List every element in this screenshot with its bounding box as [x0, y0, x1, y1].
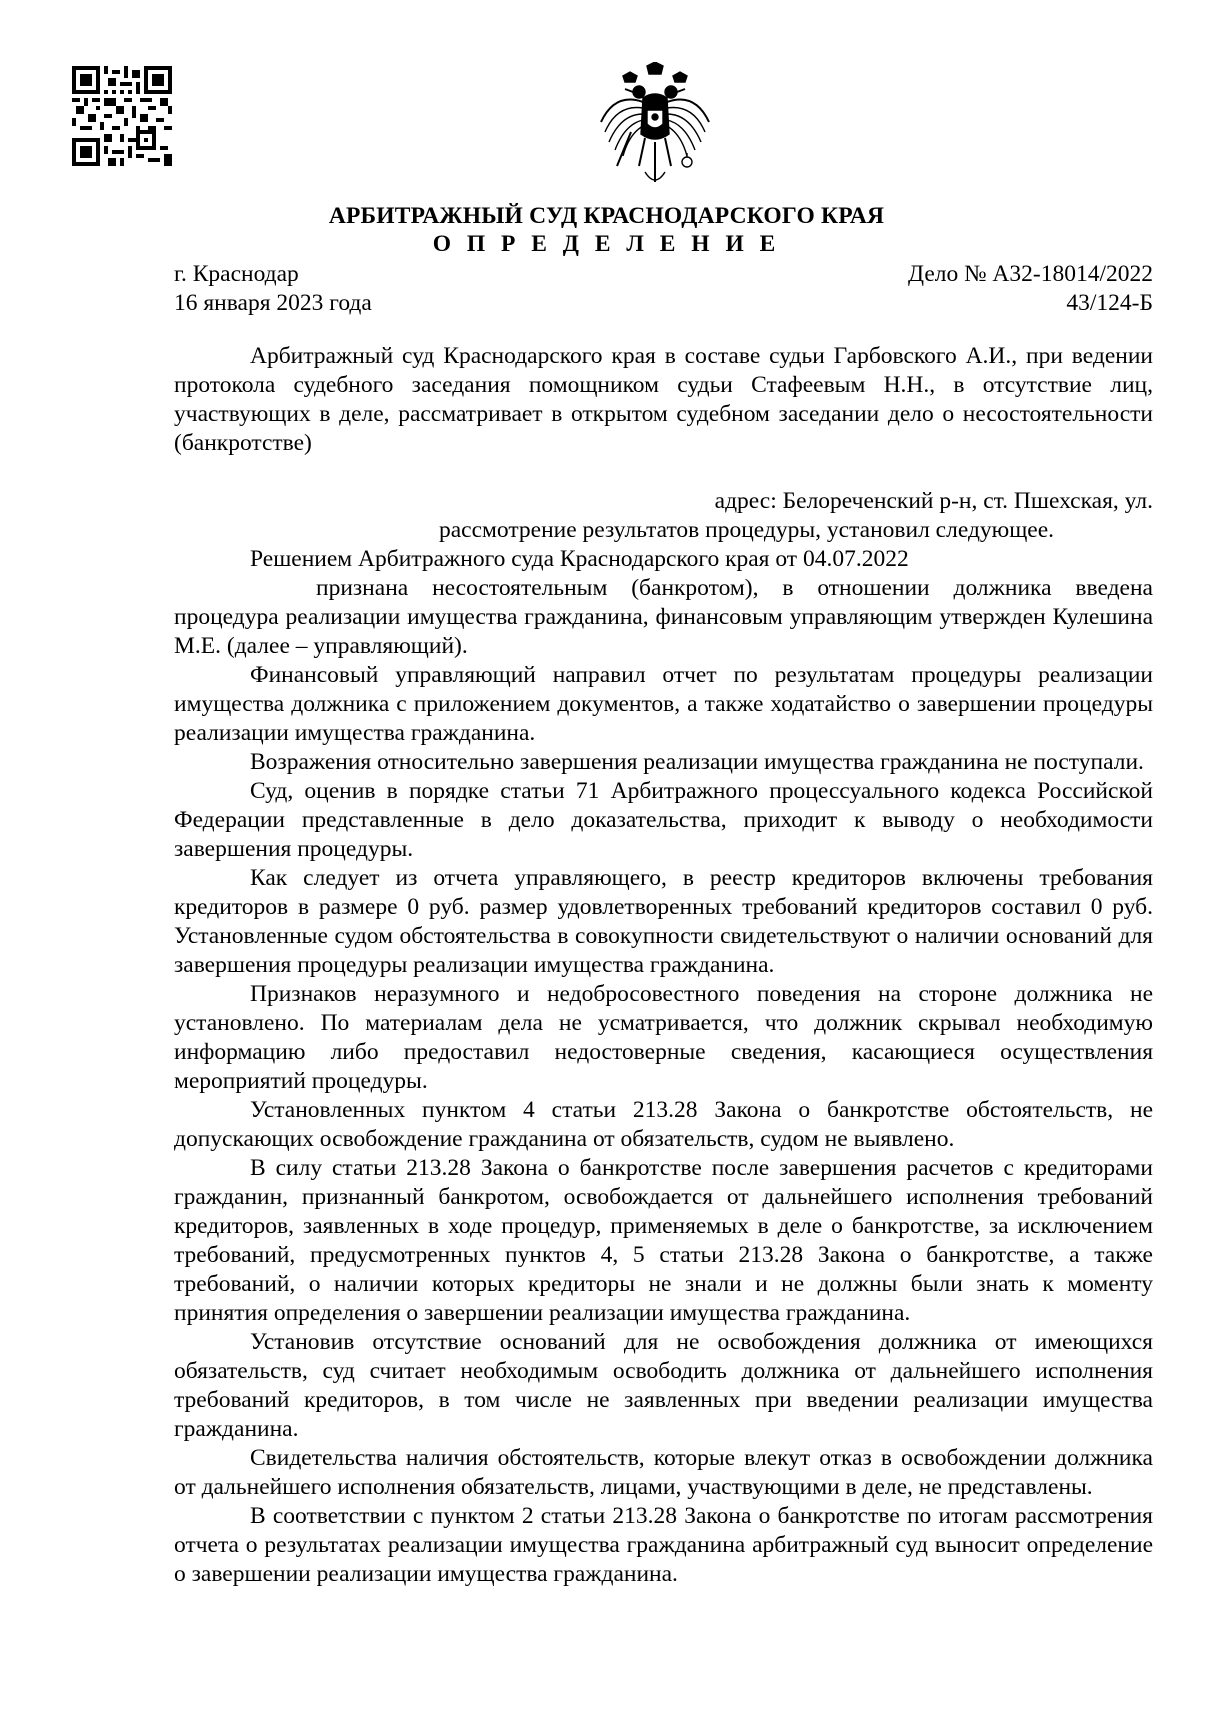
review-statement: рассмотрение результатов процедуры, установил следующее.	[439, 517, 1055, 543]
paragraph-release: В силу статьи 213.28 Закона о банкротстве после завершения расчетов с кредиторами гражданин, признанный банкротом, освобождается от дальнейшего исполнения требований кредиторов, заявленных в ходе процедур, применяемых в деле о банкротстве, за исключением требований, предусмотренных пунктов 4, 5 статьи 213.28 Закона о банкротстве, а также требований, о наличии которых кредиторы не знали и не должны были знать к моменту принятия определения о завершении реализации имущества гражданина.	[174, 1155, 1153, 1326]
qr-code-icon	[72, 66, 172, 166]
document-body	[174, 342, 1153, 1589]
paragraph-court-assessment: Суд, оценив в порядке статьи 71 Арбитражного процессуального кодекса Российской Федерации представленные в дело доказательства, приходит к выводу о необходимости завершения процедуры.	[174, 778, 1153, 862]
paragraph-intro: Арбитражный суд Краснодарского края в составе судьи Гарбовского А.И., при ведении протокола судебного заседания помощником судьи Стафеевым Н.Н., в отсутствие лиц, участвующих в деле, рассматривает в открытом судебном заседании дело о несостоятельности (банкротстве)	[174, 343, 1153, 456]
paragraph-release-decision: Установив отсутствие оснований для не освобождения должника от имеющихся обязательств, суд считает необходимым освободить должника от дальнейшего исполнения требований кредиторов, в том числе не заявленных при введении реализации имущества гражданина.	[174, 1329, 1153, 1442]
paragraph-objections: Возражения относительно завершения реализации имущества гражданина не поступали.	[250, 749, 1144, 775]
paragraph-conclusion: В соответствии с пунктом 2 статьи 213.28 Закона о банкротстве по итогам рассмотрения отчета о результатах реализации имущества гражданина арбитражный суд выносит определение о завершении реализации имущества гражданина.	[174, 1503, 1153, 1587]
paragraph-report: Финансовый управляющий направил отчет по результатам процедуры реализации имущества должника с приложением документов, а также ходатайство о завершении процедуры реализации имущества гражданина.	[174, 662, 1153, 746]
coat-of-arms-emblem	[594, 62, 716, 192]
court-name: АРБИТРАЖНЫЙ СУД КРАСНОДАРСКОГО КРАЯ	[328, 203, 885, 229]
city: г. Краснодар	[174, 261, 299, 287]
paragraph-circumstances: Установленных пунктом 4 статьи 213.28 Закона о банкротстве обстоятельств, не допускающих освобождение гражданина от обязательств, судом не выявлено.	[174, 1097, 1153, 1152]
debtor-address: адрес: Белореченский р-н, ст. Пшехская, ул.	[714, 488, 1153, 514]
document-type: О П Р Е Д Е Л Е Н И Е	[432, 231, 781, 257]
paragraph-decision	[174, 574, 1153, 661]
paragraph-decision-date: Решением Арбитражного суда Краснодарского края от 04.07.2022	[250, 546, 909, 572]
paragraph-evidence: Свидетельства наличия обстоятельств, которые влекут отказ в освобождении должника от дальнейшего исполнения обязательств, лицами, участвующими в деле, не представлены.	[174, 1445, 1153, 1500]
case-subnumber: 43/124-Б	[1066, 290, 1153, 316]
paragraph-decision-text: признана несостоятельным (банкротом), в отношении должника введена процедура реализации имущества гражданина, финансовым управляющим утвержден Кулешина М.Е. (далее – управляющий).	[174, 575, 1153, 659]
paragraph-creditors: Как следует из отчета управляющего, в реестр кредиторов включены требования кредиторов в размере 0 руб. размер удовлетворенных требований кредиторов составил 0 руб. Установленные судом обстоятельства в совокупности свидетельствуют о наличии оснований для завершения процедуры реализации имущества гражданина.	[174, 865, 1153, 978]
document-date: 16 января 2023 года	[174, 290, 372, 316]
paragraph-conduct: Признаков неразумного и недобросовестного поведения на стороне должника не установлено. По материалам дела не усматривается, что должник скрывал необходимую информацию либо предоставил недостоверные сведения, касающиеся осуществления мероприятий процедуры.	[174, 981, 1153, 1094]
case-number: Дело № А32-18014/2022	[908, 261, 1153, 287]
